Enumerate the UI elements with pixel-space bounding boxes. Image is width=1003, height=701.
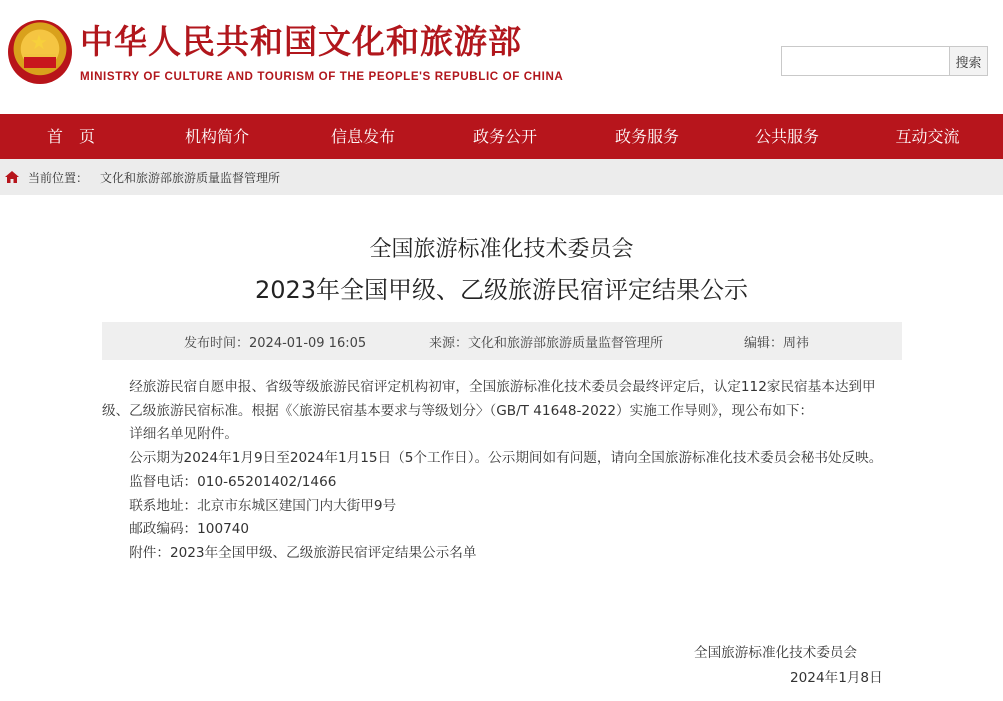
signature-date: 2024年1月8日 [790, 670, 883, 686]
search-button[interactable]: 搜索 [949, 46, 988, 76]
article-body [102, 376, 902, 566]
national-emblem-icon[interactable]: ★ [8, 20, 72, 84]
site-subtitle: MINISTRY OF CULTURE AND TOURISM OF THE PEOPLE'S REPUBLIC OF CHINA [80, 70, 564, 83]
nav-item-about[interactable]: 机构简介 [184, 127, 249, 146]
breadcrumb-label: 当前位置： [28, 170, 89, 185]
search-input[interactable] [781, 46, 951, 76]
nav-item-home[interactable]: 首 页 [46, 127, 95, 146]
paragraph-phone: 监督电话：010-65201402/1466 [129, 473, 337, 490]
nav-item-interaction[interactable]: 互动交流 [895, 127, 960, 146]
site-title[interactable]: 中华人民共和国文化和旅游部 [80, 22, 522, 61]
nav-item-public-services[interactable]: 公共服务 [754, 127, 819, 146]
breadcrumb [0, 159, 1003, 195]
main-nav [0, 114, 1003, 159]
signature: 全国旅游标准化技术委员会 [694, 645, 858, 661]
nav-item-news[interactable]: 信息发布 [330, 127, 395, 146]
paragraph-period: 公示期为2024年1月9日至2024年1月15日（5个工作日）。公示期间如有问题，请向全国旅游标准化技术委员会秘书处反映。 [129, 450, 883, 467]
paragraph-postcode: 邮政编码：100740 [129, 521, 250, 538]
article-editor: 编辑：周祎 [744, 335, 810, 351]
article-source: 来源：文化和旅游部旅游质量监督管理所 [429, 335, 664, 351]
breadcrumb-link[interactable]: 文化和旅游部旅游质量监督管理所 [100, 170, 281, 185]
paragraph-attachment-note: 详细名单见附件。 [129, 426, 238, 443]
site-header [0, 0, 1003, 114]
publish-time: 发布时间：2024-01-09 16:05 [184, 335, 367, 351]
nav-item-gov-services[interactable]: 政务服务 [614, 127, 679, 146]
paragraph-address: 联系地址：北京市东城区建国门内大街甲9号 [129, 497, 397, 514]
paragraph-intro: 经旅游民宿自愿申报、省级等级旅游民宿评定机构初审，全国旅游标准化技术委员会最终评定后，认定112家民宿基本达到甲级、乙级旅游民宿标准。根据《〈旅游民宿基本要求与等级划分〉（GB/T 41648-2022）实施工作导则》，现公布如下： [102, 379, 876, 419]
nav-item-gov-affairs[interactable]: 政务公开 [472, 127, 537, 146]
home-icon[interactable] [4, 170, 20, 184]
article-title-line2: 2023年全国甲级、乙级旅游民宿评定结果公示 [254, 276, 749, 304]
paragraph-attachment-link[interactable]: 附件：2023年全国甲级、乙级旅游民宿评定结果公示名单 [129, 544, 477, 561]
article-meta [102, 322, 902, 360]
article-title-line1: 全国旅游标准化技术委员会 [369, 237, 634, 262]
